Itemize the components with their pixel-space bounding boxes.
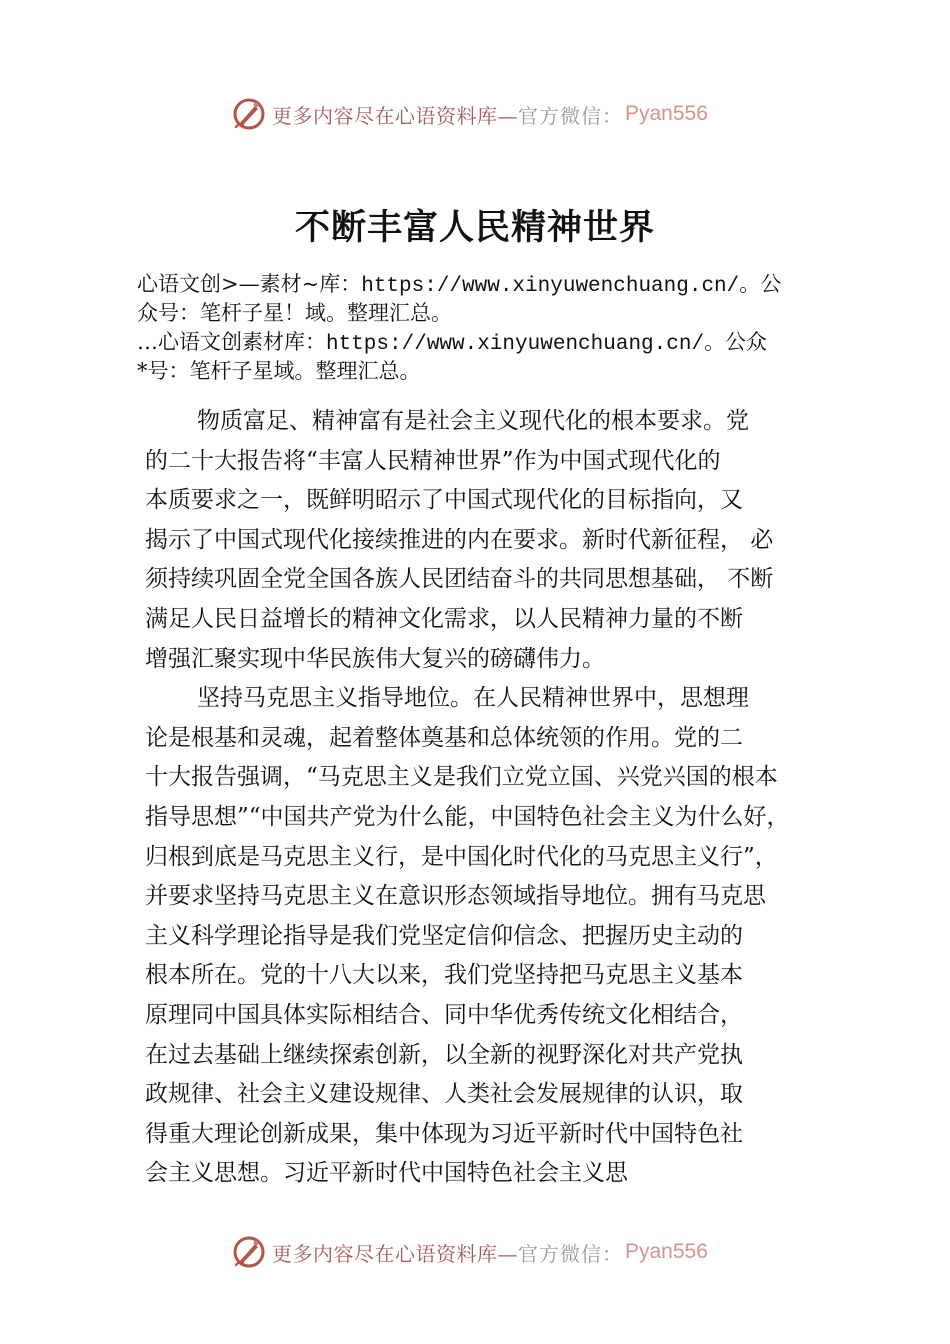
source-notes: [137, 270, 837, 386]
header-banner: [232, 96, 708, 132]
article-body: [145, 402, 845, 1194]
text-line: 的二十大报告将“丰富人民精神世界”作为中国式现代化的: [145, 447, 721, 474]
footer-banner: [232, 1234, 708, 1270]
footer-slogan: 更多内容尽在心语资料库—: [272, 1241, 518, 1266]
header-slogan: 更多内容尽在心语资料库—: [272, 103, 518, 128]
source-note-line: 众号：笔杆子星！域。整理汇总。: [137, 301, 452, 325]
source-note-line: 心语文创>—素材~库：https://www.xinyuwenchuang.cn/。公: [137, 272, 782, 298]
header-wechat-id: Pyan556: [625, 102, 708, 125]
text-line: 论是根基和灵魂，起着整体奠基和总体统领的作用。党的二: [145, 724, 743, 751]
header-wechat-label: 官方微信：: [518, 103, 623, 128]
text-line: 揭示了中国式现代化接续推进的内在要求。新时代新征程， 必: [145, 526, 774, 553]
document-title: 不断丰富人民精神世界: [294, 207, 655, 248]
text-line: 增强汇聚实现中华民族伟大复兴的磅礴伟力。: [145, 645, 605, 672]
source-note-line: *号：笔杆子星域。整理汇总。: [137, 359, 421, 383]
text-line: 坚持马克思主义指导地位。在人民精神世界中，思想理: [197, 685, 749, 712]
paragraph-1: [145, 402, 845, 679]
text-line: 会主义思想。习近平新时代中国特色社会主义思: [145, 1160, 628, 1187]
text-line: 根本所在。党的十八大以来，我们党坚持把马克思主义基本: [145, 962, 743, 989]
text-line: 政规律、社会主义建设规律、人类社会发展规律的认识，取: [145, 1081, 743, 1108]
text-line: 须持续巩固全党全国各族人民团结奋斗的共同思想基础， 不断: [145, 566, 774, 593]
source-link[interactable]: https://www.xinyuwenchuang.cn/: [361, 275, 740, 298]
text-line: 归根到底是马克思主义行，是中国化时代化的马克思主义行”，: [145, 843, 778, 870]
source-note-line: …心语文创素材库：https://www.xinyuwenchuang.cn/。公众: [137, 330, 768, 356]
footer-wechat-id: Pyan556: [625, 1240, 708, 1263]
footer-wechat-label: 官方微信：: [518, 1241, 623, 1266]
source-link[interactable]: https://www.xinyuwenchuang.cn/: [326, 333, 705, 356]
text-line: 满足人民日益增长的精神文化需求，以人民精神力量的不断: [145, 605, 743, 632]
quill-logo-icon: [232, 1235, 266, 1269]
text-line: 得重大理论创新成果，集中体现为习近平新时代中国特色社: [145, 1120, 743, 1147]
text-line: 主义科学理论指导是我们党坚定信仰信念、把握历史主动的: [145, 922, 743, 949]
text-line: 指导思想”“中国共产党为什么能，中国特色社会主义为什么好，: [145, 803, 790, 830]
text-line: 在过去基础上继续探索创新，以全新的视野深化对共产党执: [145, 1041, 743, 1068]
paragraph-2: [145, 679, 845, 1194]
text-line: 并要求坚持马克思主义在意识形态领域指导地位。拥有马克思: [145, 883, 766, 910]
text-line: 本质要求之一，既鲜明昭示了中国式现代化的目标指向，又: [145, 487, 743, 514]
quill-logo-icon: [232, 97, 266, 131]
text-line: 物质富足、精神富有是社会主义现代化的根本要求。党: [197, 408, 749, 434]
text-line: 十大报告强调，“马克思主义是我们立党立国、兴党兴国的根本: [145, 764, 778, 791]
text-line: 原理同中国具体实际相结合、同中华优秀传统文化相结合，: [145, 1001, 743, 1028]
